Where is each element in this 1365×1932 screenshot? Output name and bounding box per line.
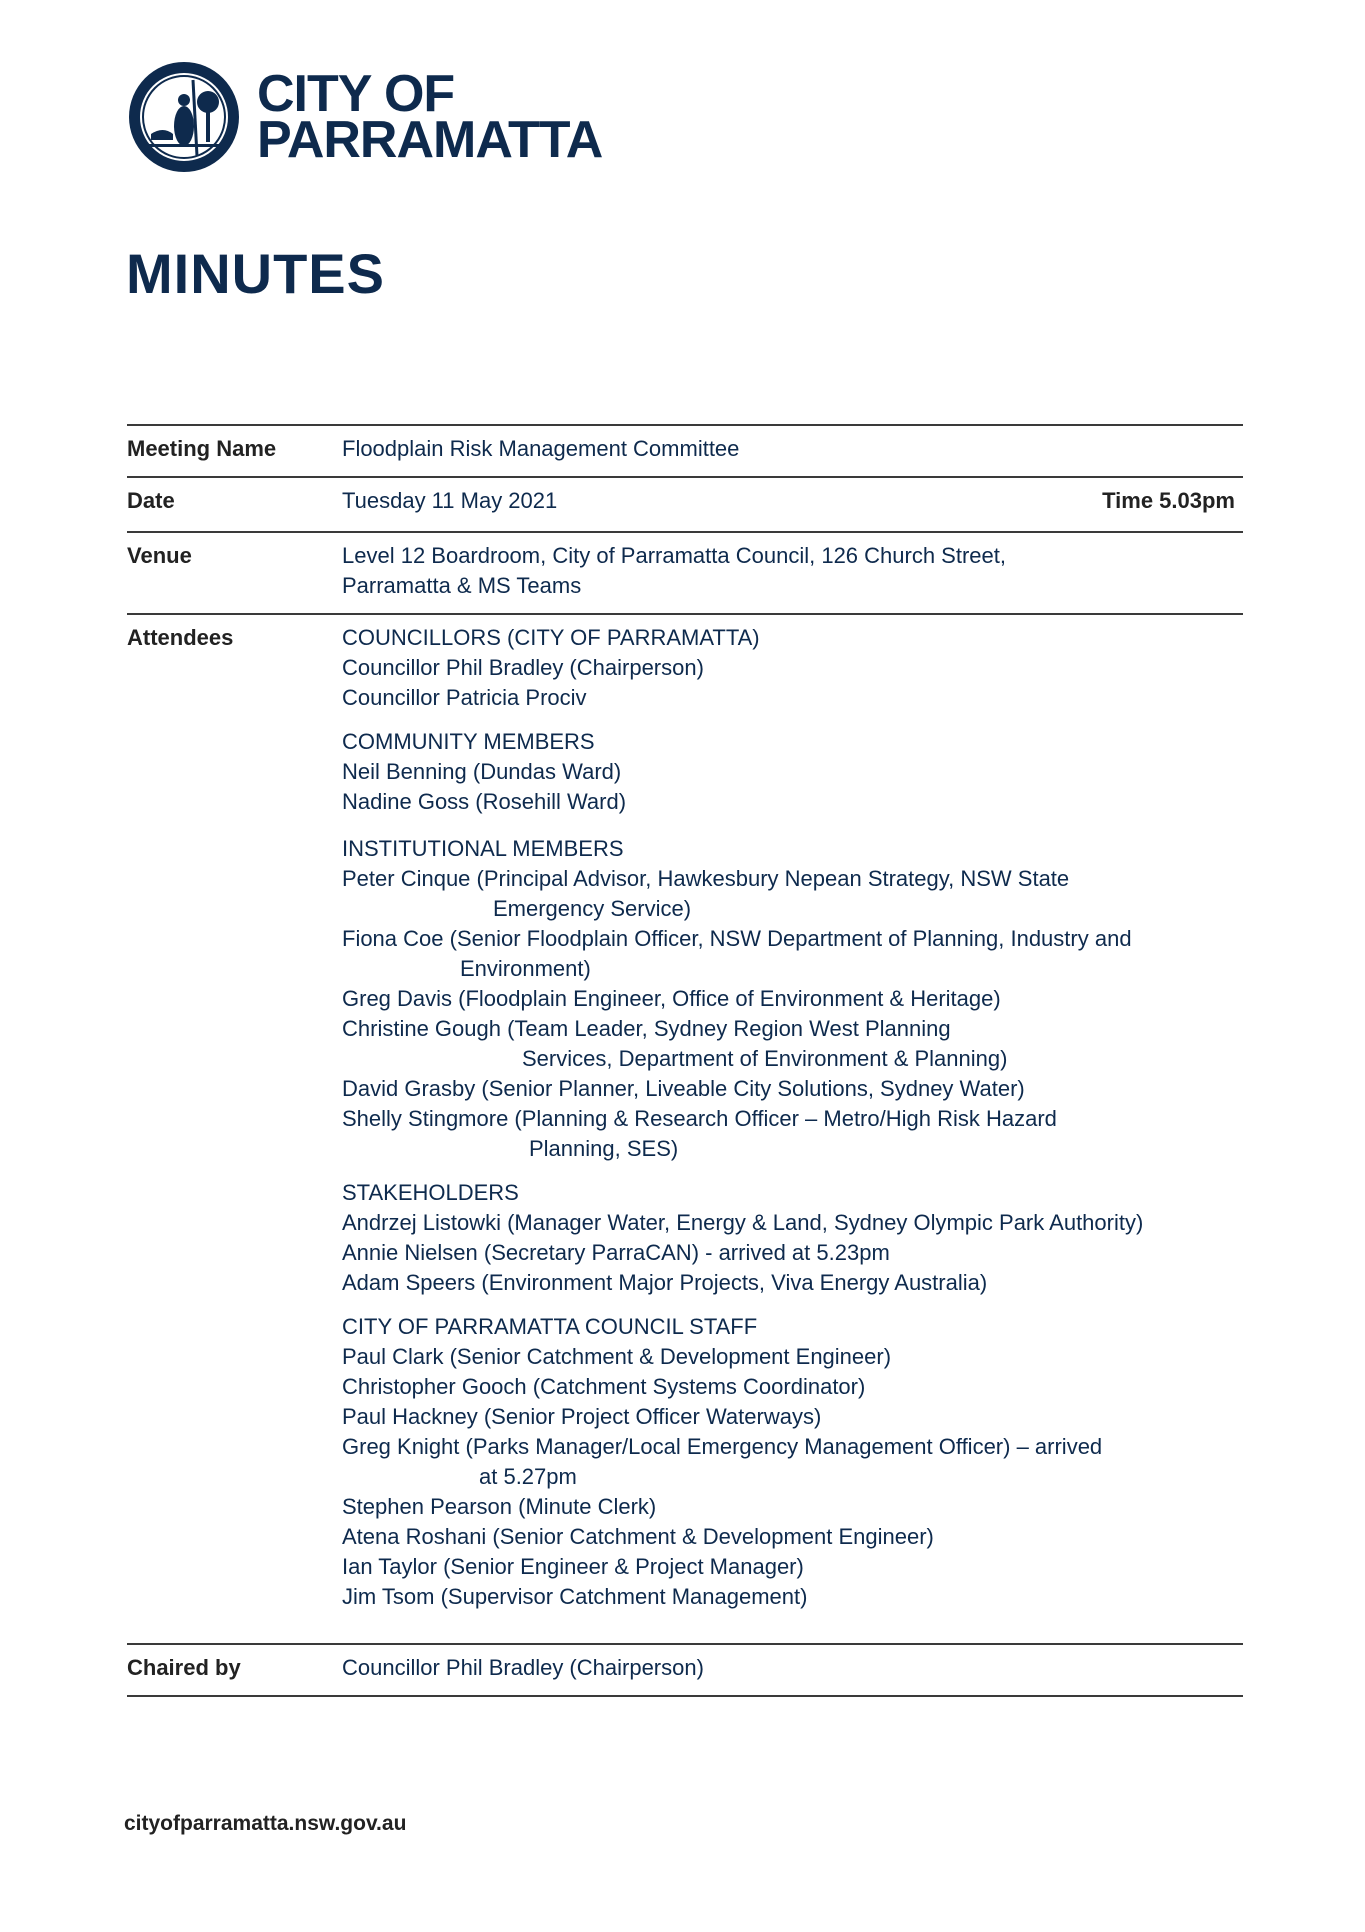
- attendee: Councillor Patricia Prociv: [342, 685, 587, 710]
- attendee-continuation: at 5.27pm: [479, 1464, 577, 1489]
- attendee: Jim Tsom (Supervisor Catchment Management): [342, 1584, 808, 1609]
- brand-logo: [127, 60, 602, 174]
- meeting-name-row: [127, 424, 1243, 476]
- meeting-name-value: Floodplain Risk Management Committee: [342, 436, 740, 461]
- attendee: Christine Gough (Team Leader, Sydney Region West Planning: [342, 1016, 951, 1041]
- attendee: Shelly Stingmore (Planning & Research Officer – Metro/High Risk Hazard: [342, 1106, 1057, 1131]
- venue-line-2: Parramatta & MS Teams: [342, 573, 582, 598]
- stakeholders-group: [342, 1178, 1243, 1298]
- attendee-continuation: Emergency Service): [493, 896, 692, 921]
- staff-group: [342, 1312, 1243, 1612]
- attendees-row: [127, 613, 1243, 1643]
- attendee: Peter Cinque (Principal Advisor, Hawkesbury Nepean Strategy, NSW State: [342, 866, 1070, 891]
- page-title: MINUTES: [126, 242, 385, 305]
- attendee-continuation: Services, Department of Environment & Planning): [522, 1046, 1008, 1071]
- group-heading: COMMUNITY MEMBERS: [342, 729, 595, 754]
- attendee: Adam Speers (Environment Major Projects, Viva Energy Australia): [342, 1270, 988, 1295]
- attendee: Christopher Gooch (Catchment Systems Coordinator): [342, 1374, 866, 1399]
- attendees-list: [342, 615, 1243, 1643]
- attendee: Ian Taylor (Senior Engineer & Project Manager): [342, 1554, 804, 1579]
- chaired-by-label: Chaired by: [127, 1655, 241, 1680]
- time-value: Time 5.03pm: [1102, 488, 1235, 513]
- attendee: Atena Roshani (Senior Catchment & Development Engineer): [342, 1524, 934, 1549]
- group-heading: COUNCILLORS (CITY OF PARRAMATTA): [342, 625, 760, 650]
- group-heading: INSTITUTIONAL MEMBERS: [342, 836, 624, 861]
- chaired-by-value: Councillor Phil Bradley (Chairperson): [342, 1655, 704, 1680]
- group-heading: STAKEHOLDERS: [342, 1180, 519, 1205]
- attendee: Greg Davis (Floodplain Engineer, Office of Environment & Heritage): [342, 986, 1001, 1011]
- attendee: David Grasby (Senior Planner, Liveable City Solutions, Sydney Water): [342, 1076, 1025, 1101]
- venue-label: Venue: [127, 543, 192, 568]
- group-heading: CITY OF PARRAMATTA COUNCIL STAFF: [342, 1314, 758, 1339]
- institutional-group: [342, 834, 1243, 1164]
- venue-row: [127, 531, 1243, 613]
- date-label: Date: [127, 488, 175, 513]
- attendee: Paul Clark (Senior Catchment & Development Engineer): [342, 1344, 892, 1369]
- date-row: [127, 476, 1243, 531]
- attendees-label: Attendees: [127, 625, 234, 650]
- date-value: Tuesday 11 May 2021: [342, 488, 558, 513]
- attendee: Fiona Coe (Senior Floodplain Officer, NSW Department of Planning, Industry and: [342, 926, 1132, 951]
- meeting-details-table: [127, 424, 1243, 1697]
- chaired-by-row: [127, 1643, 1243, 1697]
- attendee-continuation: Planning, SES): [529, 1136, 679, 1161]
- brand-wordmark: [257, 65, 603, 169]
- attendee: Councillor Phil Bradley (Chairperson): [342, 655, 704, 680]
- attendee: Andrzej Listowki (Manager Water, Energy & Land, Sydney Olympic Park Authority): [342, 1210, 1144, 1235]
- community-group: [342, 727, 1243, 817]
- attendee: Greg Knight (Parks Manager/Local Emergency Management Officer) – arrived: [342, 1434, 1103, 1459]
- brand-line-1: CITY OF: [257, 65, 455, 123]
- attendee: Stephen Pearson (Minute Clerk): [342, 1494, 657, 1519]
- meeting-name-label: Meeting Name: [127, 436, 277, 461]
- attendee: Neil Benning (Dundas Ward): [342, 759, 622, 784]
- venue-line-1: Level 12 Boardroom, City of Parramatta Council, 126 Church Street,: [342, 543, 1006, 568]
- brand-line-2: PARRAMATTA: [257, 111, 603, 169]
- attendee: Annie Nielsen (Secretary ParraCAN) - arrived at 5.23pm: [342, 1240, 890, 1265]
- attendee-continuation: Environment): [460, 956, 591, 981]
- attendee: Nadine Goss (Rosehill Ward): [342, 789, 627, 814]
- parramatta-seal-icon: [127, 60, 241, 174]
- attendee: Paul Hackney (Senior Project Officer Waterways): [342, 1404, 822, 1429]
- councillors-group: [342, 623, 1243, 713]
- footer-website: cityofparramatta.nsw.gov.au: [124, 1812, 407, 1835]
